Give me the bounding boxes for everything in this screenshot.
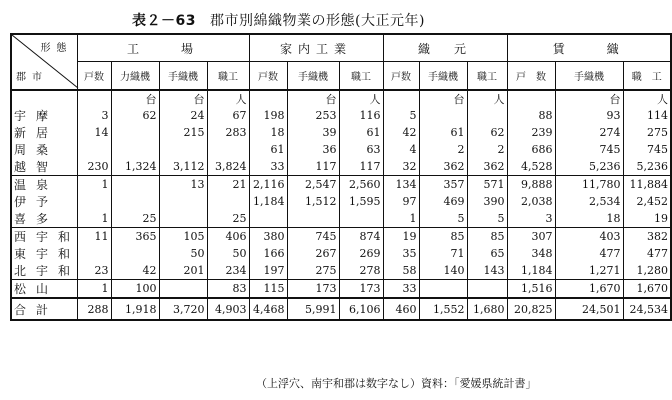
- data-cell: 1,595: [339, 193, 383, 210]
- data-cell: 288: [77, 298, 111, 320]
- data-cell: 105: [159, 228, 207, 246]
- data-cell: [287, 210, 339, 228]
- data-cell: 116: [339, 107, 383, 124]
- data-cell: [159, 141, 207, 158]
- unit-cell: 人: [467, 90, 507, 107]
- data-cell: 3,720: [159, 298, 207, 320]
- unit-cell: 人: [207, 90, 249, 107]
- data-cell: 253: [287, 107, 339, 124]
- data-cell: 1,280: [623, 262, 671, 280]
- data-cell: 230: [77, 158, 111, 176]
- data-cell: 362: [467, 158, 507, 176]
- data-cell: 365: [111, 228, 159, 246]
- column-header: 手織機: [287, 62, 339, 91]
- data-cell: 2,116: [249, 176, 287, 194]
- data-cell: 93: [555, 107, 623, 124]
- data-cell: [77, 141, 111, 158]
- data-cell: 24,501: [555, 298, 623, 320]
- data-cell: 239: [507, 124, 555, 141]
- group-header-row: [11, 34, 671, 62]
- data-cell: 390: [467, 193, 507, 210]
- city-name: 越智: [11, 158, 77, 176]
- data-cell: [77, 193, 111, 210]
- data-cell: 42: [383, 124, 419, 141]
- column-header: 戸数: [77, 62, 111, 91]
- data-cell: 33: [383, 280, 419, 299]
- column-header: 職 工: [623, 62, 671, 91]
- unit-cell: 台: [555, 90, 623, 107]
- data-cell: 24,534: [623, 298, 671, 320]
- data-cell: 380: [249, 228, 287, 246]
- data-cell: 24: [159, 107, 207, 124]
- data-cell: 1: [383, 210, 419, 228]
- table-body: [11, 90, 671, 320]
- data-cell: 745: [623, 141, 671, 158]
- data-cell: 18: [555, 210, 623, 228]
- column-header: 職工: [467, 62, 507, 91]
- data-cell: 100: [111, 280, 159, 299]
- data-cell: 143: [467, 262, 507, 280]
- data-cell: 4: [383, 141, 419, 158]
- data-cell: 36: [287, 141, 339, 158]
- city-name: 北宇和: [11, 262, 77, 280]
- column-header: 手織機: [419, 62, 467, 91]
- data-cell: [111, 176, 159, 194]
- column-header: 手織機: [159, 62, 207, 91]
- table-row: [11, 245, 671, 262]
- group-header-household: 家内工業: [249, 34, 383, 62]
- data-cell: 19: [383, 228, 419, 246]
- data-cell: 198: [249, 107, 287, 124]
- data-cell: 11,884: [623, 176, 671, 194]
- statistics-table: [10, 33, 672, 321]
- unit-cell: 台: [287, 90, 339, 107]
- unit-cell: [383, 90, 419, 107]
- data-cell: 4,903: [207, 298, 249, 320]
- table-row: [11, 262, 671, 280]
- data-cell: 274: [555, 124, 623, 141]
- data-cell: 5,236: [555, 158, 623, 176]
- data-cell: 1: [77, 176, 111, 194]
- data-cell: 215: [159, 124, 207, 141]
- unit-row: [11, 90, 671, 107]
- unit-cell: 台: [111, 90, 159, 107]
- city-name: 周桑: [11, 141, 77, 158]
- data-cell: 88: [507, 107, 555, 124]
- city-name: 喜多: [11, 210, 77, 228]
- data-cell: 173: [339, 280, 383, 299]
- data-cell: 20,825: [507, 298, 555, 320]
- data-cell: [467, 107, 507, 124]
- data-cell: 2: [467, 141, 507, 158]
- data-cell: 745: [287, 228, 339, 246]
- table-row: [11, 176, 671, 194]
- column-header: 職工: [339, 62, 383, 91]
- data-cell: 61: [339, 124, 383, 141]
- data-cell: 5: [467, 210, 507, 228]
- unit-cell: [507, 90, 555, 107]
- data-cell: 1: [77, 210, 111, 228]
- data-cell: 85: [419, 228, 467, 246]
- data-cell: [249, 210, 287, 228]
- data-cell: 3,112: [159, 158, 207, 176]
- data-cell: 67: [207, 107, 249, 124]
- data-cell: 19: [623, 210, 671, 228]
- data-cell: 1,512: [287, 193, 339, 210]
- data-cell: 14: [77, 124, 111, 141]
- table-row: [11, 141, 671, 158]
- data-cell: 33: [249, 158, 287, 176]
- data-cell: 63: [339, 141, 383, 158]
- data-cell: [207, 193, 249, 210]
- data-cell: 2,547: [287, 176, 339, 194]
- data-cell: 267: [287, 245, 339, 262]
- data-cell: 97: [383, 193, 419, 210]
- data-cell: 1,516: [507, 280, 555, 299]
- data-cell: [339, 210, 383, 228]
- unit-cell: [249, 90, 287, 107]
- city-name: 新居: [11, 124, 77, 141]
- data-cell: 1,670: [623, 280, 671, 299]
- data-cell: 278: [339, 262, 383, 280]
- data-cell: 1,184: [249, 193, 287, 210]
- data-cell: 115: [249, 280, 287, 299]
- data-cell: [467, 280, 507, 299]
- column-header: 手織機: [555, 62, 623, 91]
- data-cell: 1,324: [111, 158, 159, 176]
- total-row: [11, 298, 671, 320]
- data-cell: 4,528: [507, 158, 555, 176]
- data-cell: [77, 245, 111, 262]
- data-cell: 469: [419, 193, 467, 210]
- data-cell: 5,991: [287, 298, 339, 320]
- column-header: 職工: [207, 62, 249, 91]
- data-cell: 403: [555, 228, 623, 246]
- table-row: [11, 158, 671, 176]
- data-cell: 65: [467, 245, 507, 262]
- data-cell: 2,452: [623, 193, 671, 210]
- table-title: [132, 10, 425, 30]
- data-cell: 357: [419, 176, 467, 194]
- data-cell: 134: [383, 176, 419, 194]
- city-name: 伊予: [11, 193, 77, 210]
- city-name: 合計: [11, 298, 77, 320]
- data-cell: 477: [555, 245, 623, 262]
- column-header-row: [11, 62, 671, 91]
- data-cell: 25: [111, 210, 159, 228]
- data-cell: 114: [623, 107, 671, 124]
- data-cell: [159, 193, 207, 210]
- data-cell: 32: [383, 158, 419, 176]
- data-cell: [111, 141, 159, 158]
- corner-cell: [11, 34, 77, 90]
- data-cell: 13: [159, 176, 207, 194]
- data-cell: 1,680: [467, 298, 507, 320]
- data-cell: 4,468: [249, 298, 287, 320]
- data-cell: 5,236: [623, 158, 671, 176]
- unit-cell: 人: [623, 90, 671, 107]
- unit-cell: 台: [419, 90, 467, 107]
- data-cell: [111, 124, 159, 141]
- data-cell: 3: [77, 107, 111, 124]
- data-cell: 275: [287, 262, 339, 280]
- city-name: 西宇和: [11, 228, 77, 246]
- data-cell: 140: [419, 262, 467, 280]
- data-cell: 1,670: [555, 280, 623, 299]
- data-cell: 11,780: [555, 176, 623, 194]
- data-cell: 117: [339, 158, 383, 176]
- data-cell: 382: [623, 228, 671, 246]
- data-cell: 85: [467, 228, 507, 246]
- data-cell: [111, 193, 159, 210]
- data-cell: 11: [77, 228, 111, 246]
- data-cell: 62: [111, 107, 159, 124]
- data-cell: 173: [287, 280, 339, 299]
- data-cell: 61: [249, 141, 287, 158]
- data-cell: 686: [507, 141, 555, 158]
- data-cell: 348: [507, 245, 555, 262]
- data-cell: 1,552: [419, 298, 467, 320]
- column-header: 力織機: [111, 62, 159, 91]
- data-cell: 745: [555, 141, 623, 158]
- data-cell: 1: [77, 280, 111, 299]
- table-row: [11, 124, 671, 141]
- data-cell: 166: [249, 245, 287, 262]
- table-row: [11, 280, 671, 299]
- data-cell: 42: [111, 262, 159, 280]
- data-cell: 2,038: [507, 193, 555, 210]
- data-cell: 35: [383, 245, 419, 262]
- data-cell: [159, 280, 207, 299]
- city-name: 宇摩: [11, 107, 77, 124]
- data-cell: 477: [623, 245, 671, 262]
- data-cell: 62: [467, 124, 507, 141]
- data-cell: [207, 141, 249, 158]
- column-header: 戸 数: [507, 62, 555, 91]
- data-cell: 21: [207, 176, 249, 194]
- city-name: 温泉: [11, 176, 77, 194]
- data-cell: 1,271: [555, 262, 623, 280]
- data-cell: [419, 280, 467, 299]
- data-cell: 9,888: [507, 176, 555, 194]
- unit-cell: 台: [159, 90, 207, 107]
- data-cell: 5: [419, 210, 467, 228]
- data-cell: 307: [507, 228, 555, 246]
- table-caption: 郡市別綿織物業の形態(大正元年): [209, 13, 425, 29]
- data-cell: 197: [249, 262, 287, 280]
- city-name: 松山: [11, 280, 77, 299]
- data-cell: [111, 245, 159, 262]
- data-cell: 362: [419, 158, 467, 176]
- data-cell: 3: [507, 210, 555, 228]
- data-cell: 50: [159, 245, 207, 262]
- data-cell: 61: [419, 124, 467, 141]
- table-row: [11, 107, 671, 124]
- data-cell: 6,106: [339, 298, 383, 320]
- data-cell: 406: [207, 228, 249, 246]
- data-cell: 460: [383, 298, 419, 320]
- column-header: 戸数: [383, 62, 419, 91]
- data-cell: 2,560: [339, 176, 383, 194]
- data-cell: 50: [207, 245, 249, 262]
- data-cell: 234: [207, 262, 249, 280]
- data-cell: 3,824: [207, 158, 249, 176]
- data-cell: 2,534: [555, 193, 623, 210]
- data-cell: 117: [287, 158, 339, 176]
- unit-row-label: [11, 90, 77, 107]
- data-cell: 571: [467, 176, 507, 194]
- data-cell: 2: [419, 141, 467, 158]
- group-header-chinori: 賃 織: [507, 34, 671, 62]
- data-cell: 874: [339, 228, 383, 246]
- column-header: 戸数: [249, 62, 287, 91]
- table-row: [11, 193, 671, 210]
- data-cell: 58: [383, 262, 419, 280]
- data-cell: 39: [287, 124, 339, 141]
- data-cell: 83: [207, 280, 249, 299]
- data-cell: [419, 107, 467, 124]
- unit-cell: 人: [339, 90, 383, 107]
- data-cell: 25: [207, 210, 249, 228]
- data-cell: 201: [159, 262, 207, 280]
- data-cell: 269: [339, 245, 383, 262]
- source-footnote: （上浮穴、南宇和郡は数字なし）資料：「愛媛県統計書」: [256, 377, 537, 390]
- table-row: [11, 210, 671, 228]
- data-cell: 71: [419, 245, 467, 262]
- data-cell: 5: [383, 107, 419, 124]
- unit-cell: [77, 90, 111, 107]
- table-row: [11, 228, 671, 246]
- data-cell: 283: [207, 124, 249, 141]
- group-header-orimoto: 織 元: [383, 34, 507, 62]
- data-cell: 18: [249, 124, 287, 141]
- city-name: 東宇和: [11, 245, 77, 262]
- data-cell: 23: [77, 262, 111, 280]
- group-header-factory: 工 場: [77, 34, 249, 62]
- data-cell: 1,184: [507, 262, 555, 280]
- corner-label-form: 形態: [40, 43, 73, 54]
- data-cell: 275: [623, 124, 671, 141]
- data-cell: [159, 210, 207, 228]
- table-number: 表２－63: [132, 13, 196, 29]
- data-cell: 1,918: [111, 298, 159, 320]
- corner-label-city: 郡市: [16, 72, 48, 83]
